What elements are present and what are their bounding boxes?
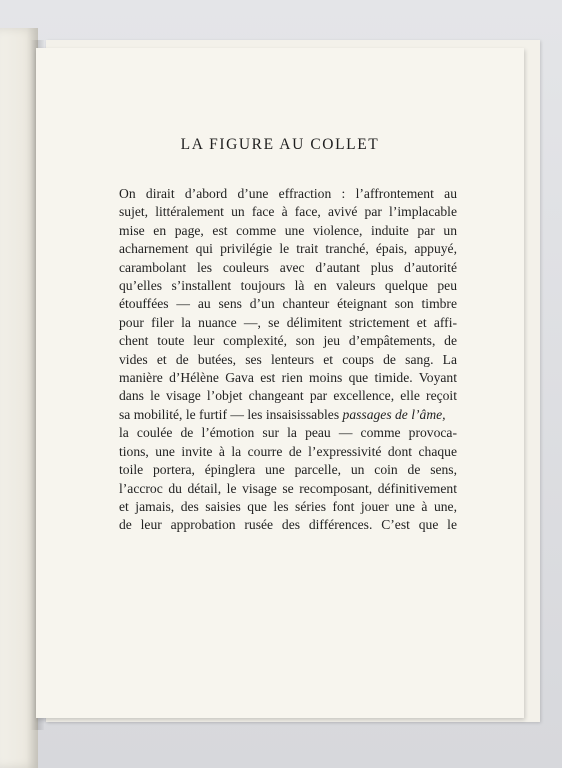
text-line-part: sa mobilité, le furtif — les insaisissables bbox=[119, 406, 343, 422]
text-line: chent toute leur complexité, son jeu d’empâtements, de bbox=[119, 333, 457, 349]
text-line: la coulée de l’émotion sur la peau — comme provoca- bbox=[119, 425, 457, 441]
text-line: tions, une invite à la courre de l’expressivité dont chaque bbox=[119, 443, 457, 459]
text-line: sujet, littéralement un face à face, avivé par l’implacable bbox=[119, 204, 457, 220]
text-line: toile portera, épinglera une parcelle, un coin de sens, bbox=[119, 462, 457, 478]
text-line: carambolant les couleurs avec d’autant plus d’autorité bbox=[119, 259, 457, 275]
page-title: LA FIGURE AU COLLET bbox=[180, 136, 380, 153]
text-line: manière d’Hélène Gava est rien moins que timide. Voyant bbox=[119, 370, 457, 386]
body-text bbox=[119, 185, 457, 535]
text-line: mise en page, est comme une violence, induite par un bbox=[119, 222, 457, 238]
text-line: On dirait d’abord d’une effraction : l’affrontement au bbox=[119, 186, 457, 201]
text-line: et jamais, des saisies que les séries font jouer une à une, bbox=[119, 498, 457, 514]
book-page bbox=[36, 48, 524, 718]
text-line-with-italic bbox=[119, 406, 457, 424]
text-line: pour filer la nuance —, se délimitent strictement et affi- bbox=[119, 314, 457, 330]
text-line: vides et de butées, ses lenteurs et coups de sang. La bbox=[119, 351, 457, 367]
text-line: étouffées — au sens d’un chanteur éteignant son timbre bbox=[119, 296, 457, 312]
text-line: l’accroc du détail, le visage se recomposant, définitivement bbox=[119, 480, 457, 496]
text-line: dans le visage l’objet changeant par excellence, elle reçoit bbox=[119, 388, 457, 404]
text-line: acharnement qui privilégie le trait tranché, épais, appuyé, bbox=[119, 241, 457, 257]
italic-phrase: passages de l’âme, bbox=[342, 406, 446, 422]
text-line: de leur approbation rusée des différences. C’est que le bbox=[119, 517, 457, 533]
text-line: qu’elles s’installent toujours là en valeurs quelque peu bbox=[119, 278, 457, 294]
